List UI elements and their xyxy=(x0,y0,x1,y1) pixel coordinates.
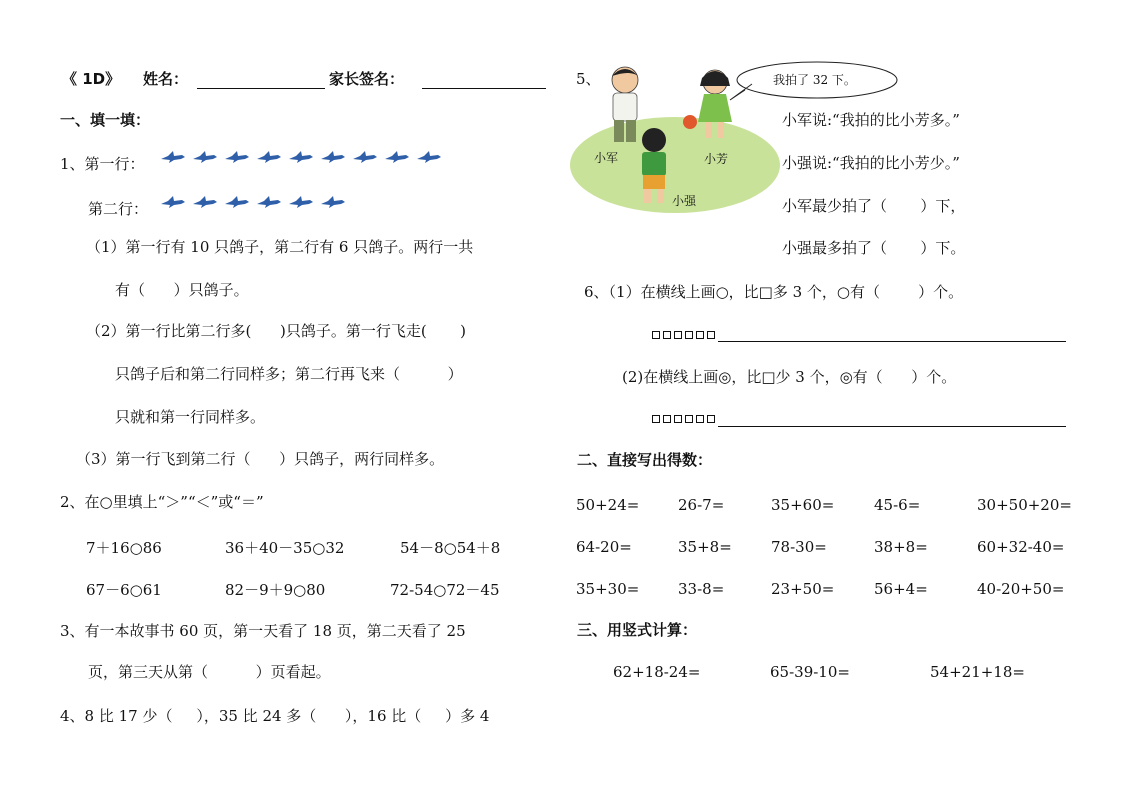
pigeon-row-2 xyxy=(160,195,346,213)
q2-title: 2、在○里填上“＞”“＜”或“＝” xyxy=(60,493,264,511)
label-xiaofang: 小芳 xyxy=(704,152,729,166)
pigeon-icon xyxy=(352,150,378,168)
pigeon-icon xyxy=(256,150,282,168)
q1-part1-line1: （1）第一行有 10 只鸽子，第二行有 6 只鸽子。两行一共 xyxy=(86,238,474,256)
arithmetic-item: 33-8= xyxy=(678,580,725,598)
square-icon xyxy=(685,331,693,339)
pigeon-row-1 xyxy=(160,150,442,168)
pigeon-icon xyxy=(192,150,218,168)
parent-signature-label: 家长签名： xyxy=(329,70,405,88)
square-icon xyxy=(663,415,671,423)
q5-line3: 小军最少拍了（ ）下， xyxy=(782,197,966,215)
pigeon-icon xyxy=(320,150,346,168)
arithmetic-item: 35+60= xyxy=(771,496,835,514)
square-icon xyxy=(674,415,682,423)
square-icon xyxy=(663,331,671,339)
square-icon xyxy=(707,415,715,423)
name-label: 姓名： xyxy=(143,70,189,88)
square-icon xyxy=(707,331,715,339)
pigeon-icon xyxy=(192,195,218,213)
q1-part1-line2: 有（ ）只鸽子。 xyxy=(115,281,249,299)
arithmetic-item: 38+8= xyxy=(874,538,928,556)
vertical-calc-item: 54+21+18= xyxy=(930,663,1025,681)
section-1-title: 一、填一填： xyxy=(60,111,151,129)
square-icon xyxy=(652,415,660,423)
children-bouncing-ball-illustration xyxy=(570,60,910,215)
pigeon-icon xyxy=(160,150,186,168)
square-icon xyxy=(685,415,693,423)
arithmetic-item: 56+4= xyxy=(874,580,928,598)
arithmetic-item: 64-20= xyxy=(576,538,632,556)
drawing-line-2[interactable] xyxy=(718,426,1066,427)
vertical-calc-item: 65-39-10= xyxy=(770,663,850,681)
arithmetic-item: 23+50= xyxy=(771,580,835,598)
square-icon xyxy=(696,331,704,339)
q5-number: 5、 xyxy=(576,70,601,88)
name-field[interactable] xyxy=(197,88,325,89)
vertical-calc-item: 62+18-24= xyxy=(613,663,701,681)
pigeon-icon xyxy=(288,195,314,213)
section-2-title: 二、直接写出得数： xyxy=(577,451,713,469)
square-row-1 xyxy=(652,331,715,339)
q6-part1: 6、（1）在横线上画○，比□多 3 个，○有（ ）个。 xyxy=(584,283,964,301)
arithmetic-item: 26-7= xyxy=(678,496,725,514)
arithmetic-item: 50+24= xyxy=(576,496,640,514)
section-3-title: 三、用竖式计算： xyxy=(577,621,698,639)
arithmetic-item: 45-6= xyxy=(874,496,921,514)
q2-item: 67－6○61 xyxy=(86,581,162,599)
q1-row1-label: 1、第一行： xyxy=(60,155,145,173)
q1-row2-label: 第二行： xyxy=(88,200,149,218)
pigeon-icon xyxy=(256,195,282,213)
pigeon-icon xyxy=(160,195,186,213)
drawing-line-1[interactable] xyxy=(718,341,1066,342)
arithmetic-item: 78-30= xyxy=(771,538,827,556)
pigeon-icon xyxy=(416,150,442,168)
square-icon xyxy=(696,415,704,423)
pigeon-icon xyxy=(224,195,250,213)
q2-item: 36＋40－35○32 xyxy=(225,539,345,557)
q2-item: 82－9＋9○80 xyxy=(225,581,326,599)
q1-part3: （3）第一行飞到第二行（ ）只鸽子，两行同样多。 xyxy=(76,450,445,468)
q2-item: 72-54○72－45 xyxy=(390,581,500,599)
speech-bubble-text: 我拍了 32 下。 xyxy=(773,73,856,87)
arithmetic-item: 30+50+20= xyxy=(977,496,1072,514)
pigeon-icon xyxy=(224,150,250,168)
square-row-2 xyxy=(652,415,715,423)
q1-part2-line2: 只鸽子后和第二行同样多；第二行再飞来（ ） xyxy=(115,365,463,383)
worksheet-code: 《 1D》 xyxy=(62,70,121,88)
q6-part2: (2)在横线上画◎，比□少 3 个，◎有（ ）个。 xyxy=(622,368,957,386)
arithmetic-item: 35+8= xyxy=(678,538,732,556)
pigeon-icon xyxy=(288,150,314,168)
q1-part2-line1: （2）第一行比第二行多( )只鸽子。第一行飞走( ) xyxy=(86,322,466,340)
label-xiaoqiang: 小强 xyxy=(672,194,697,208)
pigeon-icon xyxy=(384,150,410,168)
arithmetic-item: 60+32-40= xyxy=(977,538,1065,556)
q5-line1: 小军说:“我拍的比小芳多。” xyxy=(782,111,960,129)
q3-line1: 3、有一本故事书 60 页，第一天看了 18 页，第二天看了 25 xyxy=(60,622,466,640)
square-icon xyxy=(652,331,660,339)
square-icon xyxy=(674,331,682,339)
q2-item: 54－8○54＋8 xyxy=(400,539,501,557)
q5-line2: 小强说:“我拍的比小芳少。” xyxy=(782,154,960,172)
q3-line2: 页，第三天从第（ ）页看起。 xyxy=(88,663,331,681)
label-xiaojun: 小军 xyxy=(594,151,619,165)
pigeon-icon xyxy=(320,195,346,213)
q4-line1: 4、8 比 17 少（ ），35 比 24 多（ ），16 比（ ）多 4 xyxy=(60,707,490,725)
q5-line4: 小强最多拍了（ ）下。 xyxy=(782,239,966,257)
arithmetic-item: 35+30= xyxy=(576,580,640,598)
q2-item: 7＋16○86 xyxy=(86,539,162,557)
parent-signature-field[interactable] xyxy=(422,88,546,89)
q1-part2-line3: 只就和第一行同样多。 xyxy=(115,408,266,426)
arithmetic-item: 40-20+50= xyxy=(977,580,1065,598)
